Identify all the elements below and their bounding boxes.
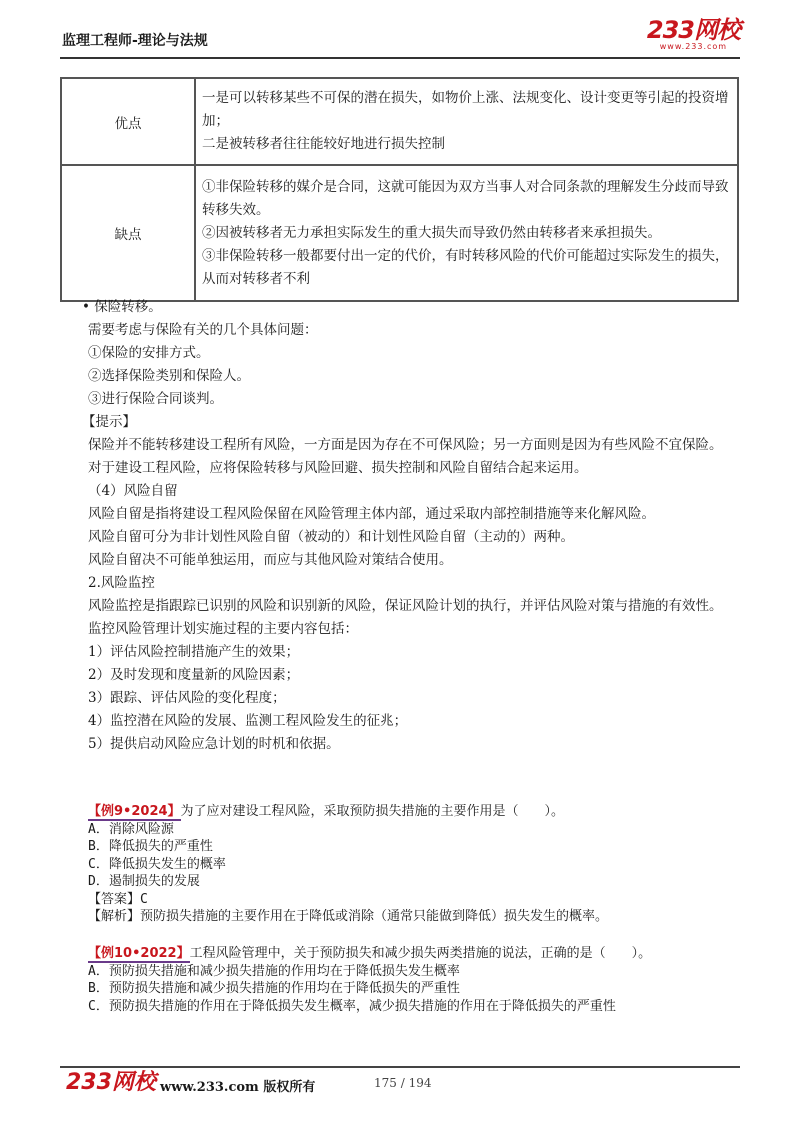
table-key-cell: 优点	[61, 78, 195, 165]
option: C．预防损失措施的作用在于降低损失发生概率，减少损失措施的作用在于降低损失的严重性	[88, 998, 616, 1014]
table-line: 二是被转移者往往能较好地进行损失控制	[202, 136, 445, 152]
pros-cons-table	[60, 77, 739, 302]
body-text	[82, 296, 740, 756]
footer-copyright: www.233.com 版权所有	[160, 1080, 316, 1095]
paragraph: ③进行保险合同谈判。	[88, 391, 223, 407]
paragraph: 对于建设工程风险，应将保险转移与风险回避、损失控制和风险自留结合起来运用。	[88, 460, 588, 476]
document-title: 监理工程师-理论与法规	[62, 33, 208, 49]
example-tag: 【例9•2024】	[88, 804, 181, 819]
table-key-cell: 缺点	[61, 165, 195, 301]
footer-divider	[60, 1066, 740, 1068]
example-tag: 【例10•2022】	[88, 946, 190, 961]
example-10	[88, 945, 740, 1015]
table-line: 一是可以转移某些不可保的潜在损失，如物价上涨、法规变化、设计变更等引起的投资增加；	[202, 90, 729, 129]
tip-label: 【提示】	[82, 414, 136, 430]
paragraph: ②选择保险类别和保险人。	[88, 368, 250, 384]
table-value-cell	[195, 78, 738, 165]
option: B．预防损失措施和减少损失措施的作用均在于降低损失的严重性	[88, 981, 460, 996]
paragraph: 风险监控是指跟踪已识别的风险和识别新的风险，保证风险计划的执行，并评估风险对策与措施的有效性。	[88, 598, 723, 614]
table-line: ①非保险转移的媒介是合同，这就可能因为双方当事人对合同条款的理解发生分歧而导致转移失效。	[202, 178, 729, 218]
paragraph: 监控风险管理计划实施过程的主要内容包括：	[88, 621, 358, 637]
list-item: 1）评估风险控制措施产生的效果；	[88, 644, 300, 660]
example-9	[88, 803, 740, 926]
logo-text: 233网校	[646, 16, 740, 44]
list-item: 3）跟踪、评估风险的变化程度；	[88, 690, 286, 706]
page-number: 175 / 194	[374, 1076, 432, 1090]
table-value-cell	[195, 165, 738, 301]
paragraph: • 保险转移。	[82, 299, 162, 315]
question-text: 工程风险管理中，关于预防损失和减少损失两类措施的说法，正确的是（ ）。	[189, 946, 652, 961]
paragraph: 风险自留是指将建设工程风险保留在风险管理主体内部，通过采取内部控制措施等来化解风险。	[88, 506, 655, 522]
section-heading: 2.风险监控	[88, 575, 155, 591]
option: C．降低损失发生的概率	[88, 856, 226, 872]
paragraph: 需要考虑与保险有关的几个具体问题：	[88, 322, 318, 338]
paragraph: 风险自留可分为非计划性风险自留（被动的）和计划性风险自留（主动的）两种。	[88, 529, 574, 545]
paragraph: 保险并不能转移建设工程所有风险，一方面是因为存在不可保风险；另一方面则是因为有些风险不宜保险。	[88, 437, 723, 453]
list-item: 2）及时发现和度量新的风险因素；	[88, 667, 300, 683]
section-heading: （4）风险自留	[88, 483, 178, 499]
table-line: ②因被转移者无力承担实际发生的重大损失而导致仍然由转移者来承担损失。	[202, 224, 661, 241]
table-row	[61, 165, 738, 301]
answer: 【答案】C	[88, 891, 148, 907]
footer-logo: 233网校	[66, 1070, 156, 1095]
question-text: 为了应对建设工程风险，采取预防损失措施的主要作用是（ ）。	[180, 804, 565, 819]
brand-logo	[647, 18, 740, 52]
option: D．遏制损失的发展	[88, 874, 200, 889]
option: A．预防损失措施和减少损失措施的作用均在于降低损失发生概率	[88, 963, 460, 979]
list-item: 5）提供启动风险应急计划的时机和依据。	[88, 736, 340, 752]
option: A．消除风险源	[88, 821, 174, 837]
example-question	[88, 945, 740, 963]
example-question	[88, 803, 740, 821]
analysis: 【解析】预防损失措施的主要作用在于降低或消除（通常只能做到降低）损失发生的概率。	[88, 909, 609, 924]
table-line: ③非保险转移一般都要付出一定的代价，有时转移风险的代价可能超过实际发生的损失，从而对转移者不利	[202, 247, 729, 287]
header-divider	[60, 57, 740, 59]
table-row	[61, 78, 738, 165]
option: B．降低损失的严重性	[88, 839, 213, 854]
list-item: 4）监控潜在风险的发展、监测工程风险发生的征兆；	[88, 713, 408, 729]
logo-url: www.233.com	[659, 42, 728, 51]
paragraph: 风险自留决不可能单独运用，而应与其他风险对策结合使用。	[88, 552, 453, 568]
paragraph: ①保险的安排方式。	[88, 345, 210, 361]
